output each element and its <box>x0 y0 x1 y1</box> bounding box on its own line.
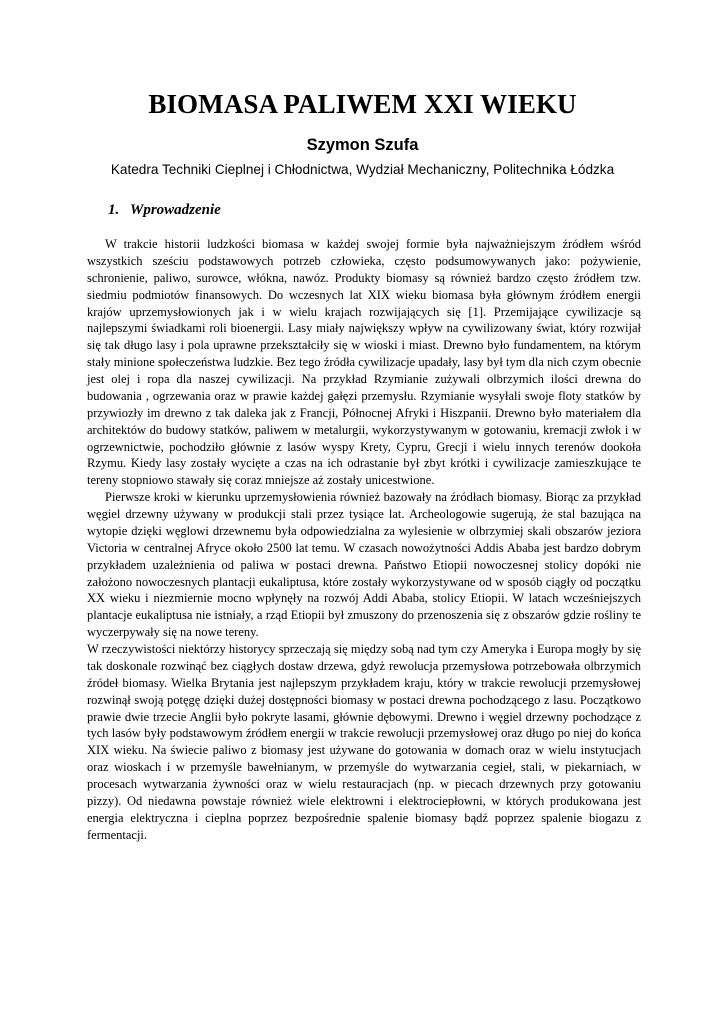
author-affiliation: Katedra Techniki Cieplnej i Chłodnictwa, Wydział Mechaniczny, Politechnika Łódzka <box>110 162 615 177</box>
paragraph: W rzeczywistości niektórzy historycy sprzeczają się między sobą nad tym czy Ameryka i Europa mogły by się tak doskonale rozwinąć bez ciągłych dostaw drzewa, gdyż rewolucja przemysłowa potrzebowała olbrzymich źródeł biomasy. Wielka Brytania jest najlepszym przykładem kraju, który w trakcie rewolucji przemysłowej rozwinął swoją potęgę dzięki dużej dostępności biomasy w postaci drewna pochodzącego z lasu. Początkowo prawie dwie trzecie Anglii było pokryte lasami, głównie dębowymi. Drewno i węgiel drzewny pochodzące z tych lasów były podstawowym źródłem energii w trakcie rewolucji przemysłowej oraz długo po niej do końca XIX wieku. Na świecie paliwo z biomasy jest używane do gotowania w domach oraz w wielu instytucjach oraz wioskach i w przemyśle bawełnianym, w przemyśle do wytwarzania cegieł, stali, w piekarniach, w procesach wytwarzania żywności oraz w wielu restauracjach (np. w piecach drzewnych przy gotowaniu pizzy). Od niedawna powstaje również wiele elektrowni i elektrociepłowni, w których produkowana jest energia elektryczna i cieplna poprzez bezpośrednie spalenie biomasy bądź poprzez spalenie biogazu z fermentacji. <box>87 642 641 842</box>
paragraph: W trakcie historii ludzkości biomasa w każdej swojej formie była najważniejszym źródłem wśród wszystkich sześciu podstawowych potrzeb człowieka, często podsumowywanych jako: pożywienie, schronienie, paliwo, surowce, włókna, nawóz. Produkty biomasy są również bardzo często źródłem tzw. siedmiu podmiotów finansowych. Do wczesnych lat XIX wieku biomasa była głównym źródłem energii krajów uprzemysłowionych jak i w wielu krajach rozwijających się [1]. Przemijające cywilizacje są najlepszymi świadkami roli bioenergii. Lasy miały największy wpływ na cywilizowany świat, który rozwijał się tak długo lasy i pola uprawne przekształciły się w wioski i miast. Drewno było fundamentem, na którym stały minione społeczeństwa ludzkie. Bez tego źródła cywilizacje upadały, lasy był tym dla nich czym obecnie jest olej i ropa dla naszej cywilizacji. Na przykład Rzymianie zużywali olbrzymich ilości drewna do budowania , ogrzewania oraz w prawie każdej gałęzi przemysłu. Rzymianie wysyłali swoje floty statków by przywiozły im drewno z tak daleka jak z Francji, Północnej Afryki i Hiszpanii. Drewno było materiałem dla architektów do budowy statków, paliwem w metalurgii, wykorzystywanym w gotowaniu, kremacji zwłok i w ogrzewnictwie, pochodziło głównie z lasów wyspy Krety, Cypru, Grecji i wielu innych terenów dookoła Rzymu. Kiedy lasy zostały wycięte a czas na ich odrastanie był zbyt krótki i cywilizacje zamieszkujące te tereny stopniowo stawały się coraz mniejsze aż zostały unicestwione. <box>87 237 641 488</box>
section-number: 1. <box>108 202 120 218</box>
section-body <box>87 236 641 844</box>
section-heading <box>108 200 221 220</box>
paper-title: BIOMASA PALIWEM XXI WIEKU <box>148 89 577 119</box>
paragraph: Pierwsze kroki w kierunku uprzemysłowienia również bazowały na źródłach biomasy. Biorąc za przykład węgiel drzewny używany w produkcji stali przez tysiące lat. Archeologowie sugerują, że stal bazująca na wytopie dzięki węglowi drzewnemu była odpowiedzialna za wylesienie w olbrzymiej skali obszarów jeziora Victoria w centralnej Afryce około 2500 lat temu. W czasach nowożytności Addis Ababa jest bardzo dobrym przykładem uzależnienia od paliwa w postaci drewna. Państwo Etiopii nowoczesnej stolicy dopóki nie założono nowoczesnych plantacji eukaliptusa, które zostały wykorzystywane od w sposób ciągły od początku XX wieku i niezmiernie mocno wpłynęły na rozwój Addi Ababa, stolicy Etiopii. W latach wcześniejszych plantacje eukaliptusa nie istniały, a rząd Etiopii był zmuszony do przenoszenia się z obszarów gdzie rośliny te wyczerpywały się na nowe tereny. <box>87 490 641 640</box>
section-title: Wprowadzenie <box>130 202 221 218</box>
author-name: Szymon Szufa <box>306 136 419 154</box>
